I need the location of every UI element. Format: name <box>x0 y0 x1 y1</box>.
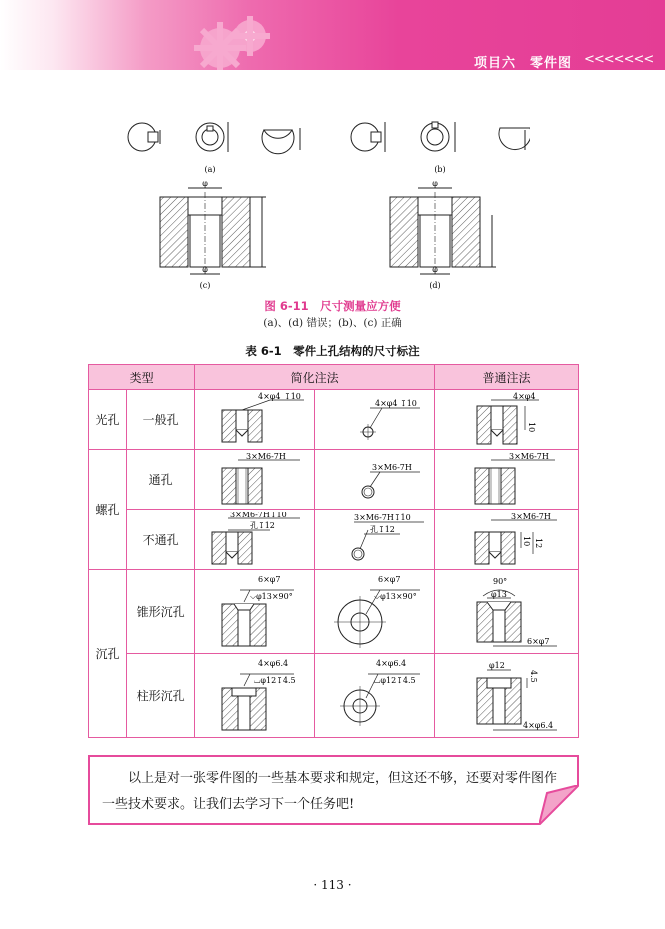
row-cylinder-counterbore: 柱形沉孔 <box>127 654 195 738</box>
annotation: 6×φ7 <box>377 574 401 584</box>
bushing-d <box>390 188 496 274</box>
annotation: φ13 <box>490 589 507 599</box>
annotation: 3×M6-7H <box>508 451 549 461</box>
cell-blind-simplified-2 <box>315 510 435 570</box>
bushing-c <box>160 188 266 274</box>
summary-note-text: 以上是对一张零件图的一些基本要求和规定，但这还不够，还要对零件图作一些技术要求。让我们去学习下一个任务吧! <box>102 771 558 812</box>
header-title <box>474 52 586 71</box>
cell-blind-normal <box>435 510 579 570</box>
annotation: ⌵φ13×90° <box>373 591 417 601</box>
annotation: 3×M6-7H↧10 <box>353 512 411 522</box>
figure-label-d: (d) <box>429 281 441 290</box>
cell-general-simplified-1 <box>195 390 315 450</box>
annotation: 3×M6-7H↧10 <box>229 511 287 519</box>
annotation: 4.5 <box>528 669 538 683</box>
phi-label-d-top: φ <box>432 179 438 188</box>
annotation: ⌴φ12↧4.5 <box>373 675 416 685</box>
cell-cyl-normal <box>435 654 579 738</box>
table-row <box>89 510 579 570</box>
figure-label-b: (b) <box>434 165 446 174</box>
annotation: 3×M6-7H <box>510 511 551 521</box>
summary-note-box <box>88 755 579 825</box>
phi-label-c-bottom: φ <box>202 265 208 274</box>
annotation: 6×φ7 <box>257 574 281 584</box>
row-general-hole: 一般孔 <box>127 390 195 450</box>
annotation: ↧10 <box>399 398 417 408</box>
table-row <box>89 450 579 510</box>
category-counter-hole: 沉孔 <box>89 570 127 738</box>
cell-through-simplified-1 <box>195 450 315 510</box>
shaft-a2 <box>196 122 228 152</box>
annotation: ⌴φ12↧4.5 <box>253 675 296 685</box>
annotation: 4×φ6.4 <box>375 658 406 668</box>
annotation: 4×φ4 <box>374 398 398 408</box>
header-type: 类型 <box>89 365 195 390</box>
page-number: · 113 · <box>313 878 352 892</box>
chevron-decoration: <<<<<<< <box>584 52 654 67</box>
annotation: 4×φ4 <box>257 391 281 401</box>
figure-label-a: (a) <box>204 165 216 174</box>
row-through-hole: 通孔 <box>127 450 195 510</box>
figure-6-11 <box>110 102 530 302</box>
row-blind-hole: 不通孔 <box>127 510 195 570</box>
annotation: 3×M6-7H <box>245 451 286 461</box>
annotation: 90° <box>492 576 507 586</box>
annotation: ↧10 <box>283 391 301 401</box>
cell-blind-simplified-1 <box>195 510 315 570</box>
cell-cone-normal <box>435 570 579 654</box>
shaft-a3 <box>262 128 300 154</box>
shaft-b2 <box>421 122 455 152</box>
page-fold-icon <box>539 785 579 825</box>
phi-label-d-bottom: φ <box>432 265 438 274</box>
figure-label-c: (c) <box>199 281 211 290</box>
row-cone-counterbore: 锥形沉孔 <box>127 570 195 654</box>
annotation: 4×φ4 <box>512 391 535 401</box>
cell-cyl-simplified-2 <box>315 654 435 738</box>
annotation: ⌵φ13×90° <box>249 591 293 601</box>
figure-caption: 图 6-11 尺寸测量应方便 <box>264 299 401 313</box>
shaft-b1 <box>351 122 385 152</box>
cell-general-simplified-2 <box>315 390 435 450</box>
annotation: 10 <box>526 421 536 432</box>
annotation: 4×φ6.4 <box>257 658 288 668</box>
cell-general-normal <box>435 390 579 450</box>
phi-label-c-top: φ <box>202 179 208 188</box>
header-simplified: 简化注法 <box>195 365 435 390</box>
shaft-a1 <box>128 123 160 151</box>
cell-cyl-simplified-1 <box>195 654 315 738</box>
annotation: 孔↧12 <box>369 524 395 534</box>
category-light-hole: 光孔 <box>89 390 127 450</box>
shaft-b3 <box>499 128 530 150</box>
cell-through-simplified-2 <box>315 450 435 510</box>
table-row <box>89 654 579 738</box>
cell-through-normal <box>435 450 579 510</box>
page-header <box>0 0 665 78</box>
annotation: 3×M6-7H <box>371 462 412 472</box>
annotation: 10 <box>521 535 531 546</box>
figure-subcaption: (a)、(d) 错误；(b)、(c) 正确 <box>263 317 402 329</box>
annotation: 孔↧12 <box>249 520 275 530</box>
annotation: 12 <box>533 537 543 548</box>
header-normal: 普通注法 <box>435 365 579 390</box>
cell-cone-simplified-2 <box>315 570 435 654</box>
table-title: 表 6-1 零件上孔结构的尺寸标注 <box>245 344 420 358</box>
annotation: φ12 <box>488 660 505 670</box>
section-title: 零件图 <box>530 56 573 71</box>
annotation: 4×φ6.4 <box>522 720 553 730</box>
table-row <box>89 390 579 450</box>
gear-decoration-icon <box>180 10 290 72</box>
table-row <box>89 570 579 654</box>
annotation: 6×φ7 <box>526 636 549 646</box>
category-thread-hole: 螺孔 <box>89 450 127 570</box>
table-header-row <box>89 365 579 390</box>
hole-dimension-table <box>88 364 579 738</box>
project-label: 项目六 <box>474 56 517 71</box>
cell-cone-simplified-1 <box>195 570 315 654</box>
